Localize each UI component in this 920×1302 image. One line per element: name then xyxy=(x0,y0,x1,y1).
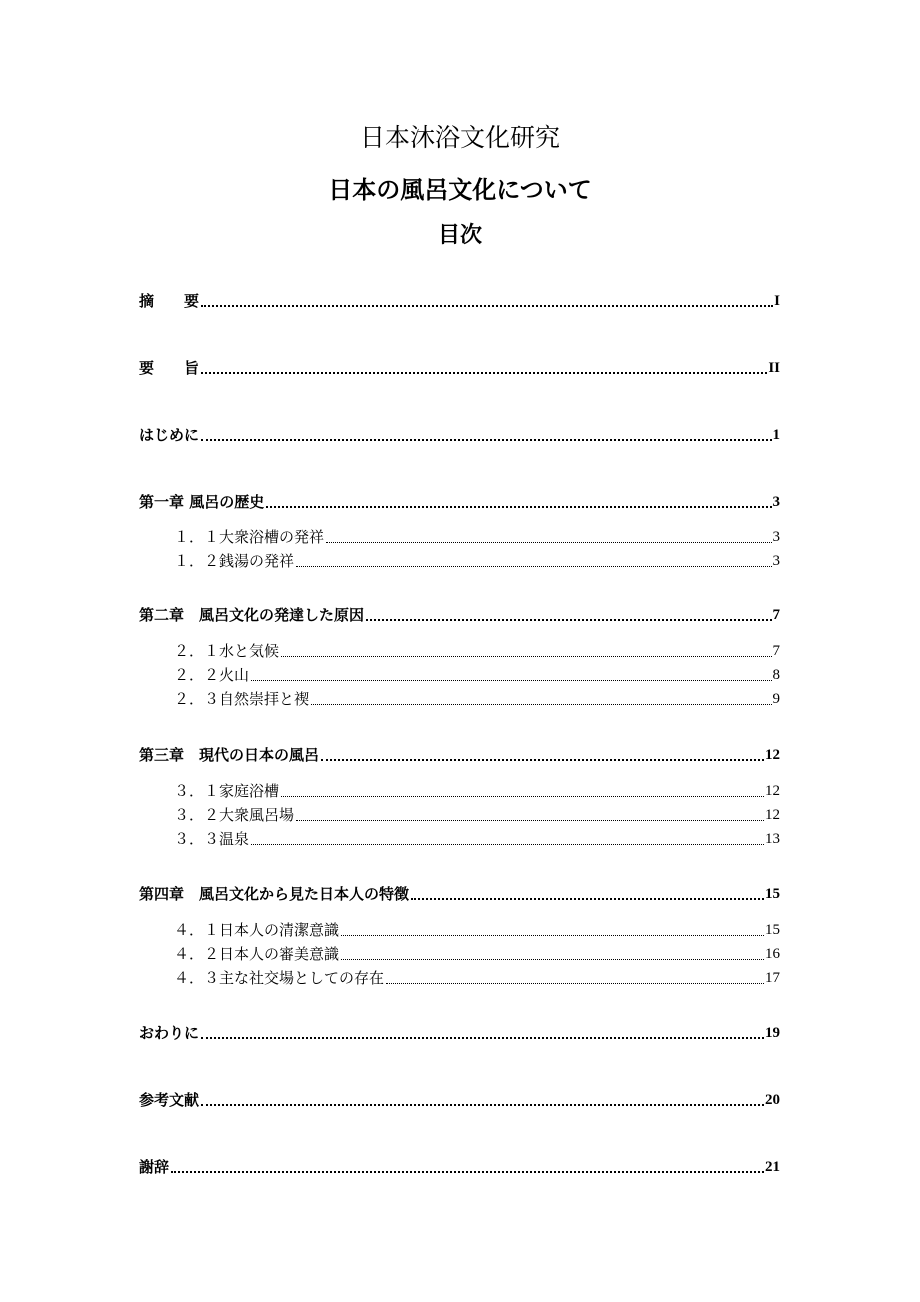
toc-entry-section-1-1[interactable] xyxy=(174,523,780,547)
toc-entry-label: 摘 要 xyxy=(139,292,200,310)
dot-leader xyxy=(201,305,773,307)
toc-entry-page: 20 xyxy=(765,1092,780,1108)
toc-entry-page: 12 xyxy=(765,807,780,823)
toc-entry-section-2-1[interactable] xyxy=(174,637,780,661)
toc-entry-page: II xyxy=(768,360,780,376)
dot-leader xyxy=(266,506,771,508)
toc-entry-page: I xyxy=(774,293,780,309)
dot-leader xyxy=(201,372,767,374)
dot-leader xyxy=(281,796,764,797)
toc-entry-label: ２．３自然崇拝と禊 xyxy=(174,690,310,708)
toc-entry-section-1-2[interactable] xyxy=(174,547,780,571)
toc-entry-label: ３．２大衆風呂場 xyxy=(174,806,295,824)
toc-entry-section-4-1[interactable] xyxy=(174,916,780,940)
toc-entry-page: 7 xyxy=(772,607,780,623)
toc-entry-page: 9 xyxy=(772,691,780,707)
toc-entry-summary[interactable] xyxy=(139,354,780,378)
toc-entry-label: 参考文献 xyxy=(139,1091,200,1109)
dot-leader xyxy=(251,680,771,681)
toc-entry-page: 21 xyxy=(765,1159,780,1175)
toc-entry-label: ４．３主な社交場としての存在 xyxy=(174,969,385,987)
toc-entry-chapter-3[interactable] xyxy=(139,741,780,765)
dot-leader xyxy=(201,1104,764,1106)
toc-entry-label: ４．１日本人の清潔意識 xyxy=(174,921,340,939)
dot-leader xyxy=(321,759,764,761)
dot-leader xyxy=(386,983,764,984)
dot-leader xyxy=(326,542,771,543)
toc-entry-section-4-3[interactable] xyxy=(174,964,780,988)
toc-entry-label: ２．２火山 xyxy=(174,666,250,684)
toc-entry-chapter-1[interactable] xyxy=(139,488,780,512)
toc-entry-page: 12 xyxy=(765,783,780,799)
document-title: 日本沐浴文化研究 xyxy=(359,123,560,152)
toc-entry-page: 15 xyxy=(765,922,780,938)
dot-leader xyxy=(281,656,771,657)
toc-entry-label: １．１大衆浴槽の発祥 xyxy=(174,528,325,546)
toc-entry-chapter-2[interactable] xyxy=(139,601,780,625)
toc-entry-label: 第三章 現代の日本の風呂 xyxy=(139,746,320,764)
toc-entry-page: 1 xyxy=(772,427,780,443)
toc-entry-section-3-1[interactable] xyxy=(174,777,780,801)
toc-entry-label: 第四章 風呂文化から見た日本人の特徴 xyxy=(139,885,410,903)
toc-entry-label: はじめに xyxy=(139,426,200,444)
toc-entry-label: 第二章 風呂文化の発達した原因 xyxy=(139,606,365,624)
dot-leader xyxy=(341,935,764,936)
toc-entry-label: １．２銭湯の発祥 xyxy=(174,552,295,570)
toc-entry-label: 謝辞 xyxy=(139,1158,170,1176)
toc-entry-section-2-2[interactable] xyxy=(174,661,780,685)
dot-leader xyxy=(251,844,764,845)
toc-entry-label: ３．１家庭浴槽 xyxy=(174,782,280,800)
toc-entry-section-3-2[interactable] xyxy=(174,801,780,825)
toc-entry-section-4-2[interactable] xyxy=(174,940,780,964)
dot-leader xyxy=(341,959,764,960)
toc-entry-label: 第一章 風呂の歴史 xyxy=(139,493,265,511)
toc-entry-references[interactable] xyxy=(139,1086,780,1110)
toc-entry-page: 3 xyxy=(772,494,780,510)
dot-leader xyxy=(366,619,771,621)
toc-entry-label: ４．２日本人の審美意識 xyxy=(174,945,340,963)
toc-entry-page: 19 xyxy=(765,1025,780,1041)
toc-entry-page: 3 xyxy=(772,553,780,569)
toc-entry-label: おわりに xyxy=(139,1024,200,1042)
toc-heading: 目次 xyxy=(437,223,482,248)
toc-entry-label: ２．１水と気候 xyxy=(174,642,280,660)
toc-entry-page: 3 xyxy=(772,529,780,545)
dot-leader xyxy=(171,1171,764,1173)
toc-entry-page: 13 xyxy=(765,831,780,847)
toc-entry-conclusion[interactable] xyxy=(139,1019,780,1043)
dot-leader xyxy=(201,1037,764,1039)
toc-entry-page: 8 xyxy=(772,667,780,683)
toc-entry-page: 7 xyxy=(772,643,780,659)
toc-entry-acknowledgements[interactable] xyxy=(139,1153,780,1177)
dot-leader xyxy=(311,704,771,705)
dot-leader xyxy=(296,820,764,821)
toc-entry-label: ３．３温泉 xyxy=(174,830,250,848)
toc-entry-label: 要 旨 xyxy=(139,359,200,377)
toc-entry-page: 12 xyxy=(765,747,780,763)
dot-leader xyxy=(201,439,771,441)
toc-entry-section-3-3[interactable] xyxy=(174,825,780,849)
toc-entry-page: 15 xyxy=(765,886,780,902)
toc-entry-abstract[interactable] xyxy=(139,287,780,311)
toc-entry-introduction[interactable] xyxy=(139,421,780,445)
document-subtitle: 日本の風呂文化について xyxy=(328,176,592,204)
toc-entry-chapter-4[interactable] xyxy=(139,880,780,904)
toc-entry-page: 16 xyxy=(765,946,780,962)
dot-leader xyxy=(411,898,764,900)
toc-entry-section-2-3[interactable] xyxy=(174,685,780,709)
toc-entry-page: 17 xyxy=(765,970,780,986)
dot-leader xyxy=(296,566,771,567)
